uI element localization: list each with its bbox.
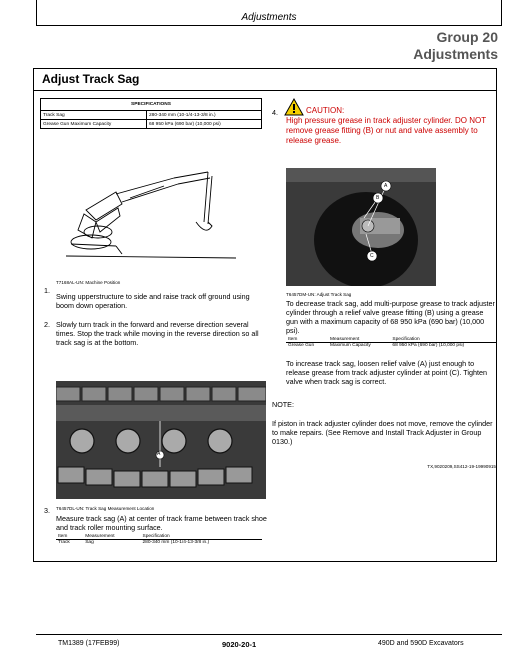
grease-spec-table (286, 337, 496, 348)
spec-item: Grease Gun Maximum Capacity (41, 120, 147, 129)
group-title: Adjustments (413, 46, 498, 62)
note-label: NOTE: (272, 400, 294, 409)
table-cell: Sag (85, 540, 94, 545)
header-rule (36, 25, 502, 26)
footer-right: 490D and 590D Excavators (378, 640, 464, 647)
table-cell: Grease Gun (288, 343, 315, 348)
table-cell: 280-340 mm (10-1/4-13-3/8 in.) (142, 540, 210, 545)
document-code: TX,9020209,SS412-19-19990915 (427, 464, 496, 469)
col-header: Measurement (85, 534, 115, 539)
footer-rule (36, 634, 502, 635)
note-text: If piston in track adjuster cylinder does not move, remove the cylinder to make repairs. (See Remove and Install Track Adjuster in Group 0130.) (272, 419, 493, 446)
machine-position-illustration (56, 160, 246, 270)
col-header: Item (58, 534, 68, 539)
caution-label: CAUTION: (306, 106, 345, 115)
col-header: Item (288, 337, 298, 342)
specifications-table (40, 98, 262, 129)
spec-item: Track Sag (41, 111, 147, 120)
footer-center: 9020-20-1 (222, 640, 257, 649)
caution-warning-icon (284, 98, 304, 116)
step2-number: 2. (44, 320, 50, 329)
table-cell: Track (58, 540, 70, 545)
step3-text: Measure track sag (A) at center of track frame between track shoe and track roller mounting surface. (56, 514, 267, 532)
increase-sag-text: To increase track sag, loosen relief valve (A) just enough to release grease from track adjuster cylinder at point (C). Tighten valve when track sag is correct. (286, 359, 487, 386)
figure2-label-a: A (157, 451, 161, 457)
table-cell: 68 950 kPa (690 bar) (10,000 psi) (392, 343, 465, 348)
spec-value: 280-340 mm (10-1/4-13-3/8 in.) (147, 111, 262, 120)
figure3-caption: T6457DM-UN: Adjust Track Sag (286, 292, 352, 297)
step3-number: 3. (44, 506, 50, 515)
track-sag-photo (56, 381, 266, 499)
spec-value: 68 950 kPa (690 bar) (10,000 psi) (147, 120, 262, 129)
table-cell: Maximum Capacity (330, 343, 371, 348)
page-title: Adjust Track Sag (42, 72, 140, 86)
title-rule (34, 90, 496, 91)
col-header: Specification (392, 337, 420, 342)
figure1-caption: T7168AL-UN: Machine Position (56, 280, 121, 285)
caution-text: High pressure grease in track adjuster cylinder. DO NOT remove grease fitting (B) or nut and valve assembly to release grease. (286, 116, 486, 145)
decrease-sag-text: To decrease track sag, add multi-purpose grease to track adjuster cylinder through a relief valve grease fitting (B) using a grease gun with a maximum capacity of 68 950 kPa (690 bar) (10,000 psi). (286, 299, 495, 335)
figure2-caption: T6457DL-UN: Track Sag Measurement Location (56, 506, 155, 511)
spec-heading: SPECIFICATIONS (41, 99, 262, 111)
step1-text: Swing upperstructure to side and raise track off ground using boom down operation. (56, 292, 250, 310)
col-header: Measurement (330, 337, 360, 342)
step1-number: 1. (44, 286, 50, 295)
footer-left: TM1389 (17FEB99) (58, 640, 120, 647)
step3-spec-table (56, 534, 262, 545)
track-adjuster-photo (286, 168, 436, 286)
step4-number: 4. (272, 108, 278, 117)
figure3-label-b: B (376, 195, 380, 201)
figure3-label-a: A (384, 183, 388, 189)
col-header: Specification (142, 534, 170, 539)
step2-text: Slowly turn track in the forward and reverse direction several times. Stop the track while moving in the reverse direction so all track sag is at the bottom. (56, 320, 259, 347)
section-header: Adjustments (241, 12, 297, 23)
figure3-label-c: C (370, 253, 374, 259)
group-number: Group 20 (436, 29, 498, 45)
